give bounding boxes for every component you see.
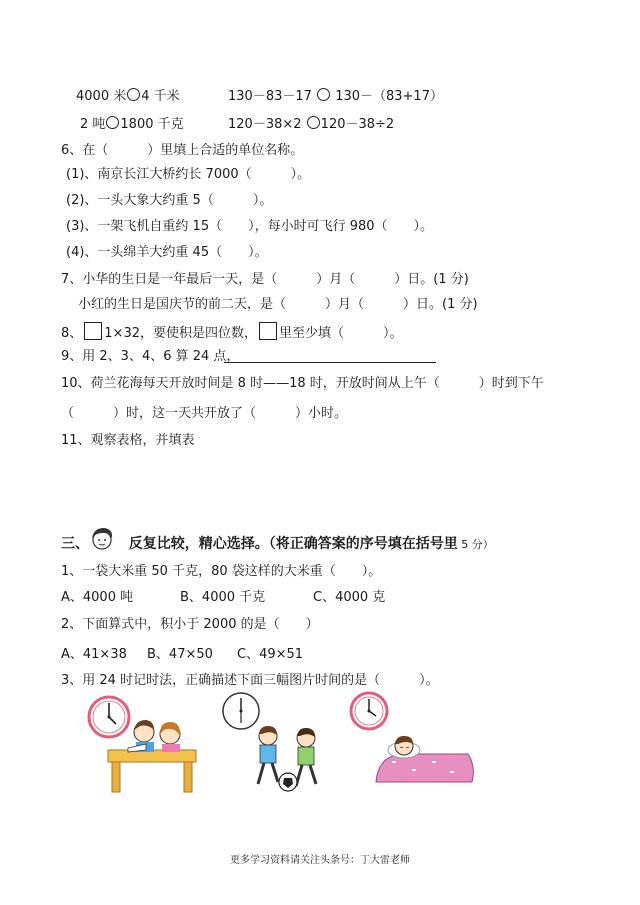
q8-suffix: 里至少填（ ）。 [279,326,403,341]
compare-r1c: 130－83－17 [228,89,312,104]
clock-icon [348,690,390,732]
q8-line [61,322,403,343]
kids-studying-illustration [104,712,200,794]
q9-answer-line[interactable] [224,362,436,363]
compare-row-2-right [228,116,394,134]
compare-r2c: 120－38×2 [228,117,302,132]
mc2-option-b[interactable]: B、47×50 [147,647,213,662]
compare-circle[interactable] [106,116,119,129]
q6-item-4: (4)、一头绵羊大约重 45（ ）。 [66,245,268,260]
mc2-question: 2、下面算式中，积小于 2000 的是（ ） [61,617,319,632]
compare-r1a: 4000 米 [76,89,127,104]
q6-item-1: (1)、南京长江大桥约长 7000（ ）。 [66,167,311,182]
q6-item-3: (3)、一架飞机自重约 15（ ），每小时可飞行 980（ ）。 [66,219,434,234]
q8-prefix: 8、 [61,326,83,341]
q7-line-2: 小红的生日是国庆节的前二天，是（ ）月（ ）日。(1 分) [78,297,478,312]
mc1-question: 1、一袋大米重 50 千克，80 袋这样的大米重（ ）。 [61,564,382,579]
compare-row-2-left [80,116,184,134]
q9-text: 9、用 2、3、4、6 算 24 点， [61,349,240,364]
q10-line-1: 10、荷兰花海每天开放时间是 8 时——18 时，开放时间从上午（ ）时到下午 [61,376,544,391]
kids-football-illustration [244,722,332,794]
mc3-question: 3、用 24 时记时法，正确描述下面三幅图片时间的是（ ）。 [61,673,439,688]
compare-row-1-left [76,88,180,106]
compare-circle[interactable] [307,116,320,129]
compare-r2a: 2 吨 [80,117,106,132]
mc2-option-c[interactable]: C、49×51 [237,647,304,662]
q8-middle: 1×32，要使积是四位数， [104,326,257,341]
thinking-student-icon [86,522,118,554]
answer-box[interactable] [259,322,277,340]
compare-r2b: 1800 千克 [120,117,184,132]
mc1-option-a[interactable]: A、4000 吨 [61,590,134,605]
compare-row-1-right [228,88,443,106]
compare-circle[interactable] [317,88,330,101]
mc2-option-a[interactable]: A、41×38 [61,647,127,662]
compare-r1d: 130－（83+17） [335,89,443,104]
compare-r2d: 120－38÷2 [320,117,395,132]
section-title: 反复比较，精心选择。（将正确答案的序号填在括号里 [128,536,458,552]
answer-box[interactable] [84,322,102,340]
q7-line-1: 7、小华的生日是一年最后一天，是（ ）月（ ）日。(1 分) [61,272,469,287]
section-number: 三、 [61,536,89,552]
mc1-option-c[interactable]: C、4000 克 [313,590,386,605]
footer-note: 更多学习资料请关注头条号：丁大雷老师 [230,855,410,866]
q6-title: 6、在（ ）里填上合适的单位名称。 [61,143,304,158]
compare-circle[interactable] [127,88,140,101]
q11-text: 11、观察表格，并填表 [61,433,195,448]
q10-line-2: （ ）时，这一天共开放了（ ）小时。 [61,406,348,421]
section-score: 5 分） [457,538,494,551]
section-3-heading [61,534,494,555]
mc1-option-b[interactable]: B、4000 千克 [180,590,266,605]
compare-r1b: 4 千米 [141,89,180,104]
child-sleeping-illustration [372,732,478,788]
q6-item-2: (2)、一头大象大约重 5（ ）。 [66,193,273,208]
